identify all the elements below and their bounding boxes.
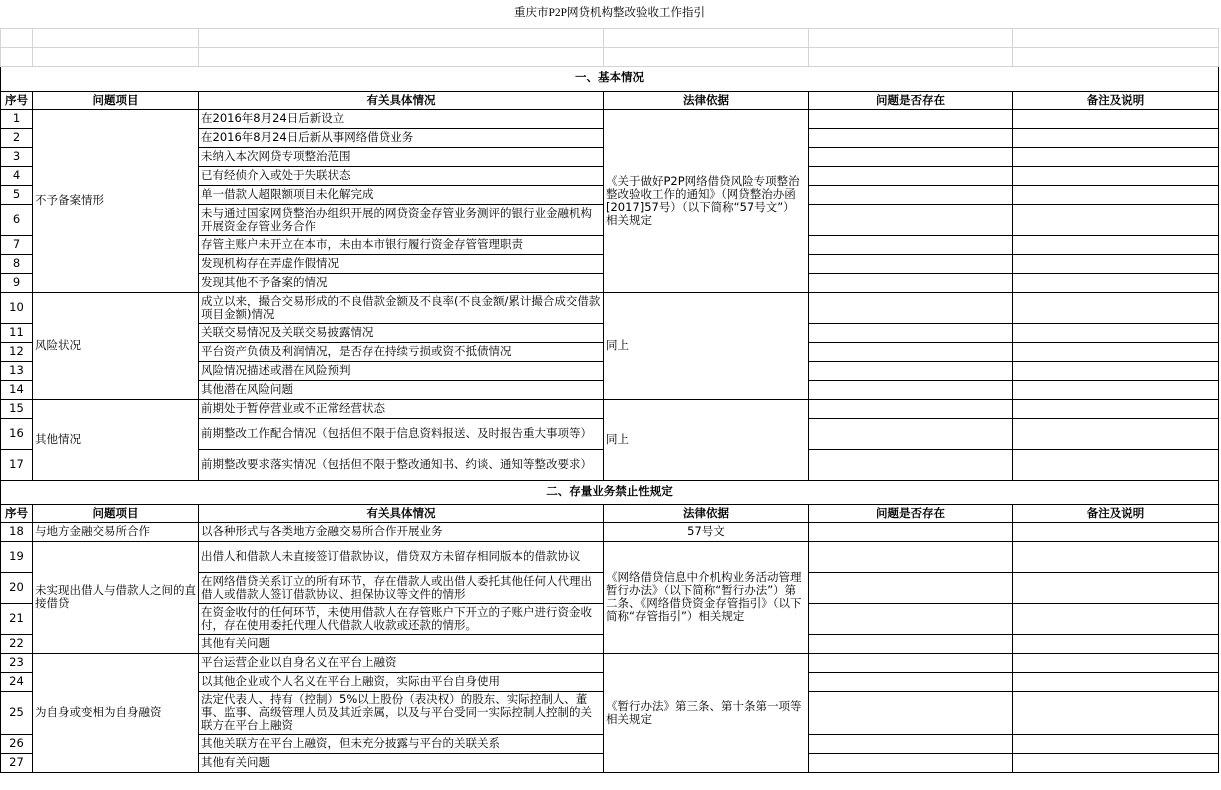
header-remark: 备注及说明 — [1013, 91, 1219, 109]
header-detail: 有关具体情况 — [199, 91, 604, 109]
header-exists: 问题是否存在 — [809, 91, 1013, 109]
detail-cell: 其他有关问题 — [199, 634, 604, 653]
exists-cell[interactable] — [809, 449, 1013, 480]
row-number: 10 — [1, 292, 33, 323]
detail-cell: 以其他企业或个人名义在平台上融资，实际由平台自身使用 — [199, 672, 604, 691]
row-number: 7 — [1, 235, 33, 254]
row-number: 14 — [1, 380, 33, 399]
remark-cell[interactable] — [1013, 672, 1219, 691]
exists-cell[interactable] — [809, 541, 1013, 572]
detail-cell: 发现其他不予备案的情况 — [199, 273, 604, 292]
category-cell: 其他情况 — [33, 399, 199, 480]
detail-cell: 其他关联方在平台上融资，但未充分披露与平台的关联关系 — [199, 734, 604, 753]
law-cell: 《关于做好P2P网络借贷风险专项整治整改验收工作的通知》（网贷整治办函[2017]57号）（以下简称“57号文”）相关规定 — [604, 109, 809, 292]
remark-cell[interactable] — [1013, 204, 1219, 235]
row-number: 9 — [1, 273, 33, 292]
table-row — [1, 109, 1219, 128]
remark-cell[interactable] — [1013, 361, 1219, 380]
row-number: 5 — [1, 185, 33, 204]
row-number: 6 — [1, 204, 33, 235]
row-number: 4 — [1, 166, 33, 185]
exists-cell[interactable] — [809, 185, 1013, 204]
category-cell: 与地方金融交易所合作 — [33, 522, 199, 541]
blank-row — [1, 47, 1219, 66]
remark-cell[interactable] — [1013, 380, 1219, 399]
exists-cell[interactable] — [809, 691, 1013, 734]
row-number: 13 — [1, 361, 33, 380]
detail-cell: 出借人和借款人未直接签订借款协议，借贷双方未留存相同版本的借款协议 — [199, 541, 604, 572]
exists-cell[interactable] — [809, 734, 1013, 753]
header-detail: 有关具体情况 — [199, 504, 604, 522]
exists-cell[interactable] — [809, 254, 1013, 273]
section-title: 一、基本情况 — [1, 66, 1219, 91]
remark-cell[interactable] — [1013, 292, 1219, 323]
exists-cell[interactable] — [809, 603, 1013, 634]
detail-cell: 单一借款人超限额项目未化解完成 — [199, 185, 604, 204]
remark-cell[interactable] — [1013, 691, 1219, 734]
remark-cell[interactable] — [1013, 653, 1219, 672]
row-number: 23 — [1, 653, 33, 672]
detail-cell: 前期整改要求落实情况（包括但不限于整改通知书、约谈、通知等整改要求） — [199, 449, 604, 480]
remark-cell[interactable] — [1013, 753, 1219, 772]
table-row — [1, 653, 1219, 672]
detail-cell: 风险情况描述或潜在风险预判 — [199, 361, 604, 380]
law-cell: 同上 — [604, 292, 809, 399]
detail-cell: 成立以来，撮合交易形成的不良借款金额及不良率(不良金额/累计撮合成交借款项目金额)情况 — [199, 292, 604, 323]
remark-cell[interactable] — [1013, 634, 1219, 653]
exists-cell[interactable] — [809, 522, 1013, 541]
header-seq: 序号 — [1, 504, 33, 522]
row-number: 21 — [1, 603, 33, 634]
exists-cell[interactable] — [809, 418, 1013, 449]
remark-cell[interactable] — [1013, 147, 1219, 166]
detail-cell: 前期处于暂停营业或不正常经营状态 — [199, 399, 604, 418]
row-number: 26 — [1, 734, 33, 753]
law-cell: 《暂行办法》第三条、第十条第一项等相关规定 — [604, 653, 809, 772]
table-header-row — [1, 504, 1219, 522]
page-title: 重庆市P2P网贷机构整改验收工作指引 — [514, 7, 706, 20]
exists-cell[interactable] — [809, 204, 1013, 235]
remark-cell[interactable] — [1013, 166, 1219, 185]
row-number: 3 — [1, 147, 33, 166]
row-number: 19 — [1, 541, 33, 572]
header-law: 法律依据 — [604, 504, 809, 522]
detail-cell: 前期整改工作配合情况（包括但不限于信息资料报送、及时报告重大事项等） — [199, 418, 604, 449]
category-cell: 风险状况 — [33, 292, 199, 399]
header-exists: 问题是否存在 — [809, 504, 1013, 522]
category-cell: 未实现出借人与借款人之间的直接借贷 — [33, 541, 199, 653]
remark-cell[interactable] — [1013, 449, 1219, 480]
row-number: 24 — [1, 672, 33, 691]
exists-cell[interactable] — [809, 166, 1013, 185]
exists-cell[interactable] — [809, 235, 1013, 254]
exists-cell[interactable] — [809, 342, 1013, 361]
table-row — [1, 541, 1219, 572]
row-number: 25 — [1, 691, 33, 734]
row-number: 17 — [1, 449, 33, 480]
detail-cell: 关联交易情况及关联交易披露情况 — [199, 323, 604, 342]
law-cell: 同上 — [604, 399, 809, 480]
law-cell: 《网络借贷信息中介机构业务活动管理暂行办法》（以下简称“暂行办法”）第二条、《网络借贷资金存管指引》（以下简称“存管指引”）相关规定 — [604, 541, 809, 653]
header-law: 法律依据 — [604, 91, 809, 109]
category-cell: 不予备案情形 — [33, 109, 199, 292]
remark-cell[interactable] — [1013, 323, 1219, 342]
remark-cell[interactable] — [1013, 109, 1219, 128]
detail-cell: 未与通过国家网贷整治办组织开展的网贷资金存管业务测评的银行业金融机构开展资金存管业务合作 — [199, 204, 604, 235]
detail-cell: 其他有关问题 — [199, 753, 604, 772]
remark-cell[interactable] — [1013, 541, 1219, 572]
detail-cell: 平台资产负债及利润情况，是否存在持续亏损或资不抵债情况 — [199, 342, 604, 361]
remark-cell[interactable] — [1013, 273, 1219, 292]
remark-cell[interactable] — [1013, 418, 1219, 449]
remark-cell[interactable] — [1013, 399, 1219, 418]
detail-cell: 法定代表人、持有（控制）5%以上股份（表决权）的股东、实际控制人、董事、监事、高级管理人员及其近亲属，以及与平台受同一实际控制人控制的关联方在平台上融资 — [199, 691, 604, 734]
detail-cell: 其他潜在风险问题 — [199, 380, 604, 399]
detail-cell: 发现机构存在弄虚作假情况 — [199, 254, 604, 273]
header-remark: 备注及说明 — [1013, 504, 1219, 522]
exists-cell[interactable] — [809, 572, 1013, 603]
row-number: 18 — [1, 522, 33, 541]
exists-cell[interactable] — [809, 653, 1013, 672]
remark-cell[interactable] — [1013, 572, 1219, 603]
detail-cell: 在2016年8月24日后新从事网络借贷业务 — [199, 128, 604, 147]
detail-cell: 未纳入本次网贷专项整治范围 — [199, 147, 604, 166]
law-cell: 57号文 — [604, 522, 809, 541]
exists-cell[interactable] — [809, 273, 1013, 292]
row-number: 27 — [1, 753, 33, 772]
header-seq: 序号 — [1, 91, 33, 109]
exists-cell[interactable] — [809, 323, 1013, 342]
remark-cell[interactable] — [1013, 603, 1219, 634]
detail-cell: 已有经侦介入或处于失联状态 — [199, 166, 604, 185]
remark-cell[interactable] — [1013, 235, 1219, 254]
row-number: 15 — [1, 399, 33, 418]
table-row — [1, 399, 1219, 418]
detail-cell: 以各种形式与各类地方金融交易所合作开展业务 — [199, 522, 604, 541]
row-number: 16 — [1, 418, 33, 449]
row-number: 2 — [1, 128, 33, 147]
exists-cell[interactable] — [809, 399, 1013, 418]
category-cell: 为自身或变相为自身融资 — [33, 653, 199, 772]
remark-cell[interactable] — [1013, 522, 1219, 541]
header-issue: 问题项目 — [33, 504, 199, 522]
exists-cell[interactable] — [809, 634, 1013, 653]
exists-cell[interactable] — [809, 147, 1013, 166]
exists-cell[interactable] — [809, 109, 1013, 128]
remark-cell[interactable] — [1013, 342, 1219, 361]
header-issue: 问题项目 — [33, 91, 199, 109]
remark-cell[interactable] — [1013, 734, 1219, 753]
remark-cell[interactable] — [1013, 254, 1219, 273]
section-title: 二、存量业务禁止性规定 — [1, 480, 1219, 504]
detail-cell: 在资金收付的任何环节，未使用借款人在存管账户下开立的子账户进行资金收付，存在使用委托代理人代借款人收款或还款的情形。 — [199, 603, 604, 634]
row-number: 12 — [1, 342, 33, 361]
detail-cell: 存管主账户未开立在本市，未由本市银行履行资金存管管理职责 — [199, 235, 604, 254]
exists-cell[interactable] — [809, 753, 1013, 772]
detail-cell: 平台运营企业以自身名义在平台上融资 — [199, 653, 604, 672]
row-number: 1 — [1, 109, 33, 128]
exists-cell[interactable] — [809, 361, 1013, 380]
detail-cell: 在2016年8月24日后新设立 — [199, 109, 604, 128]
exists-cell[interactable] — [809, 292, 1013, 323]
remark-cell[interactable] — [1013, 128, 1219, 147]
blank-row — [1, 28, 1219, 47]
table-row — [1, 292, 1219, 323]
exists-cell[interactable] — [809, 380, 1013, 399]
row-number: 11 — [1, 323, 33, 342]
row-number: 22 — [1, 634, 33, 653]
row-number: 8 — [1, 254, 33, 273]
exists-cell[interactable] — [809, 672, 1013, 691]
table-row — [1, 522, 1219, 541]
exists-cell[interactable] — [809, 128, 1013, 147]
remark-cell[interactable] — [1013, 185, 1219, 204]
row-number: 20 — [1, 572, 33, 603]
detail-cell: 在网络借贷关系订立的所有环节，存在借款人或出借人委托其他任何人代理出借人或借款人签订借款协议、担保协议等文件的情形 — [199, 572, 604, 603]
table-header-row — [1, 91, 1219, 109]
